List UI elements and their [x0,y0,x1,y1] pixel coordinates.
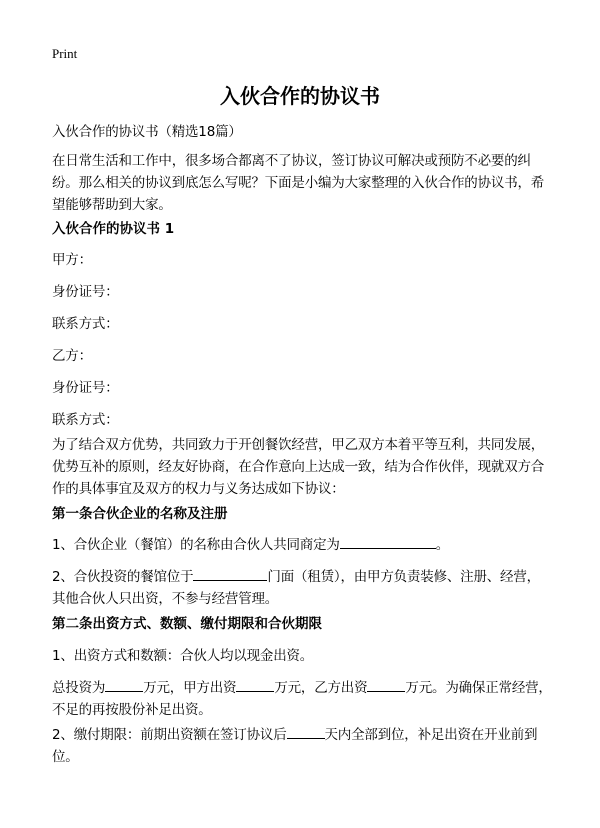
party-a-label: 甲方： [52,252,92,268]
item-text: 万元，甲方出资 [143,680,237,696]
blank-line [105,677,143,692]
article-1-item-1 [52,534,552,556]
blank-line [193,566,267,581]
print-link[interactable]: Print [52,46,78,61]
party-b-label: 乙方： [52,348,92,364]
blank-line [287,724,325,739]
document-subtitle: 入伙合作的协议书（精选18篇） [52,124,242,140]
preamble-paragraph: 为了结合双方优势，共同致力于开创餐饮经营，甲乙双方本着平等互利，共同发展，优势互补的原则，经友好协商，在合作意向上达成一致，结为合作伙伴，现就双方合作的具体事宜及双方的权力与义务达成如下协议： [52,437,545,497]
item-text: 2、合伙投资的餐馆位于 [52,569,194,585]
article-2-item-2 [52,724,552,768]
item-text: 万元，乙方出资 [274,680,368,696]
article-2-total-investment [52,677,552,721]
item-text: 门面（租赁），由甲方负责装修、注册、经营，其他合伙人只出资，不参与经营管理。 [52,569,540,607]
article-2-heading: 第二条出资方式、数额、缴付期限和合伙期限 [52,616,322,632]
article-2-item-1: 1、出资方式和数额：合伙人均以现金出资。 [52,648,314,664]
item-text: 1、合伙企业（餐馆）的名称由合伙人共同商定为 [52,537,340,553]
intro-paragraph: 在日常生活和工作中，很多场合都离不了协议，签订协议可解决或预防不必要的纠纷。那么相关的协议到底怎么写呢？下面是小编为大家整理的入伙合作的协议书，希望能够帮助到大家。 [52,153,545,213]
blank-line [367,677,405,692]
item-text: 总投资为 [52,680,106,696]
item-text: 万元。为确保正常经营，不足的再按股份补足出资。 [52,680,552,718]
blank-line [340,534,436,549]
item-text: 2、缴付期限：前期出资额在签订协议后 [52,727,287,743]
article-1-item-2 [52,566,552,610]
party-b-contact-label: 联系方式： [52,412,119,428]
party-a-id-label: 身份证号： [52,284,119,300]
party-a-contact-label: 联系方式： [52,316,119,332]
document-title: 入伙合作的协议书 [220,84,380,108]
item-text: 天内全部到位，补足出资在开业前到位。 [52,727,538,765]
party-b-id-label: 身份证号： [52,380,119,396]
blank-line [236,677,274,692]
section-heading: 入伙合作的协议书 1 [52,221,175,237]
article-1-heading: 第一条合伙企业的名称及注册 [52,506,228,522]
item-text: 。 [435,537,450,553]
